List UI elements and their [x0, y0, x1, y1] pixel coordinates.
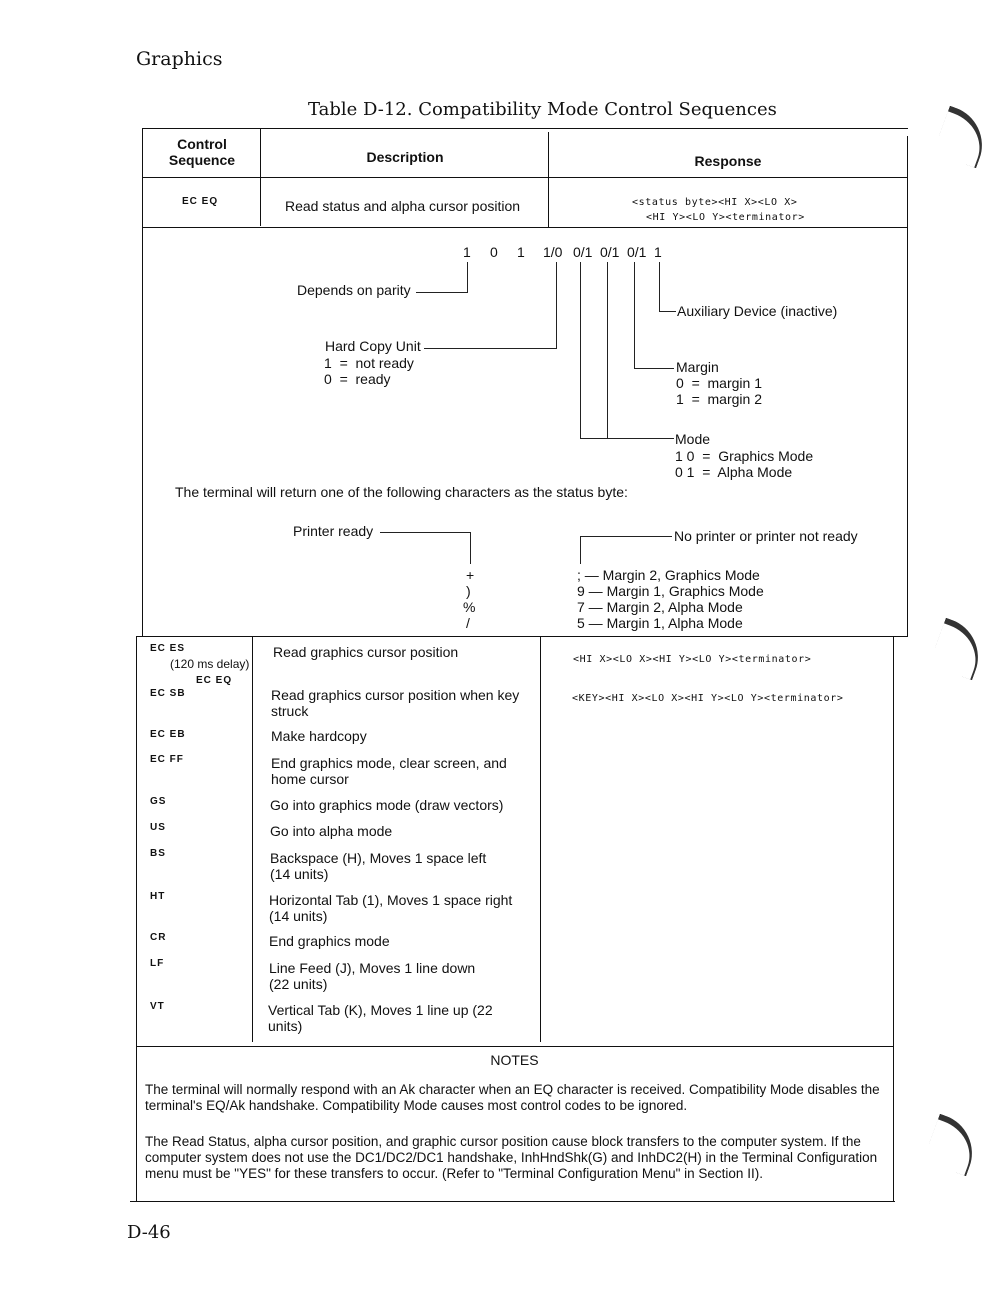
col-header-control: Control Sequence	[168, 136, 236, 168]
row-seq-read-graphics: EC ES	[150, 643, 186, 654]
table-title: Table D-12. Compatibility Mode Control Sequences	[308, 99, 777, 120]
mode-title: Mode	[675, 431, 711, 447]
margin-1: 0 = margin 1	[676, 375, 762, 391]
mode-alpha: 0 1 = Alpha Mode	[675, 464, 793, 480]
row-desc-gs: Go into graphics mode (draw vectors)	[270, 797, 504, 813]
bit-3: 0/1	[573, 244, 593, 260]
row-desc-lf: Line Feed (J), Moves 1 line down (22 units)	[269, 960, 476, 992]
ready-char-paren: )	[466, 583, 471, 599]
binder-mark-2	[929, 618, 989, 681]
row-desc-end-graphics-clear: End graphics mode, clear screen, and home cursor	[271, 755, 507, 787]
notready-margin2-graphics: ; — Margin 2, Graphics Mode	[577, 567, 760, 583]
notready-margin1-graphics: 9 — Margin 1, Graphics Mode	[577, 583, 764, 599]
row-seq-delay-note: (120 ms delay)	[170, 657, 250, 671]
bit-0: 1	[654, 244, 662, 260]
row-seq-bs: BS	[150, 848, 166, 859]
parity-label: Depends on parity	[297, 282, 411, 298]
no-printer-label: No printer or printer not ready	[674, 528, 858, 544]
row-resp-read-graphics: <HI X><LO X><HI Y><LO Y><terminator>	[573, 654, 812, 665]
ready-char-slash: /	[466, 615, 470, 631]
status-byte-intro: The terminal will return one of the following characters as the status byte:	[175, 484, 628, 500]
margin-2: 1 = margin 2	[676, 391, 762, 407]
row-desc-cr: End graphics mode	[269, 933, 390, 949]
section-header: Graphics	[136, 48, 223, 70]
row-resp-read-key: <KEY><HI X><LO X><HI Y><LO Y><terminator>	[572, 693, 844, 704]
notes-paragraph-1: The terminal will normally respond with an Ak character when an EQ character is received. Compatibility Mode disables the terminal's EQ/Ak handshake. Compatibility Mode causes most control codes to be ignored.	[145, 1082, 880, 1113]
notes-paragraph-2: The Read Status, alpha cursor position, and graphic cursor position cause block transfers to the computer system. If the computer system does not use the DC1/DC2/DC1 handshake, InhHndShk(G) and InhDC2(H) in the Terminal Configuration menu must be "YES" for these transfers to occur. (Refer to "Terminal Configuration Menu" in Section II).	[145, 1134, 878, 1181]
margin-title: Margin	[676, 359, 719, 375]
notready-margin2-alpha: 7 — Margin 2, Alpha Mode	[577, 599, 743, 615]
row1-sequence: EC EQ	[182, 196, 219, 207]
row-desc-us: Go into alpha mode	[270, 823, 393, 839]
hardcopy-title: Hard Copy Unit	[325, 338, 421, 354]
bit-6: 0	[490, 244, 498, 260]
row-seq-us: US	[150, 822, 166, 833]
row-desc-vt: Vertical Tab (K), Moves 1 line up (22 units)	[268, 1002, 493, 1034]
row1-response-line2: <HI Y><LO Y><terminator>	[646, 212, 805, 223]
hardcopy-not-ready: 1 = not ready	[324, 355, 414, 371]
row-seq-cr: CR	[150, 932, 167, 943]
hardcopy-ready: 0 = ready	[324, 371, 391, 387]
row1-description: Read status and alpha cursor position	[285, 198, 521, 214]
mode-graphics: 1 0 = Graphics Mode	[675, 448, 814, 464]
bit-2: 0/1	[600, 244, 620, 260]
col-header-response: Response	[694, 153, 762, 169]
row-seq-gs: GS	[150, 796, 167, 807]
row1-response-line1: <status byte><HI X><LO X>	[632, 197, 798, 208]
row-seq-hardcopy: EC EB	[150, 729, 186, 740]
row-seq-sub: EC EQ	[196, 675, 233, 686]
binder-mark-1	[933, 106, 993, 169]
printer-ready-label: Printer ready	[293, 523, 374, 539]
row-seq-end-graphics-clear: EC FF	[150, 754, 184, 765]
bit-4: 1/0	[543, 244, 563, 260]
ready-char-plus: +	[466, 567, 475, 583]
notes-title: NOTES	[490, 1052, 539, 1068]
ready-char-percent: %	[463, 599, 476, 615]
row-seq-vt: VT	[150, 1001, 165, 1012]
bit-5: 1	[517, 244, 525, 260]
row-seq-read-key: EC SB	[150, 688, 186, 699]
row-desc-hardcopy: Make hardcopy	[271, 728, 367, 744]
bit-7: 1	[463, 244, 471, 260]
row-seq-ht: HT	[150, 891, 166, 902]
row-desc-bs: Backspace (H), Moves 1 space left (14 units)	[270, 850, 487, 882]
row-desc-read-graphics: Read graphics cursor position	[273, 644, 459, 660]
row-desc-read-key: Read graphics cursor position when key struck	[271, 687, 520, 719]
row-seq-lf: LF	[150, 958, 165, 969]
row-desc-ht: Horizontal Tab (1), Moves 1 space right (14 units)	[269, 892, 513, 924]
notready-margin1-alpha: 5 — Margin 1, Alpha Mode	[577, 615, 743, 631]
bit-1: 0/1	[627, 244, 647, 260]
col-header-description: Description	[366, 149, 444, 165]
binder-mark-3	[923, 1114, 983, 1177]
page-number: D-46	[127, 1222, 171, 1243]
aux-device-label: Auxiliary Device (inactive)	[677, 303, 838, 319]
